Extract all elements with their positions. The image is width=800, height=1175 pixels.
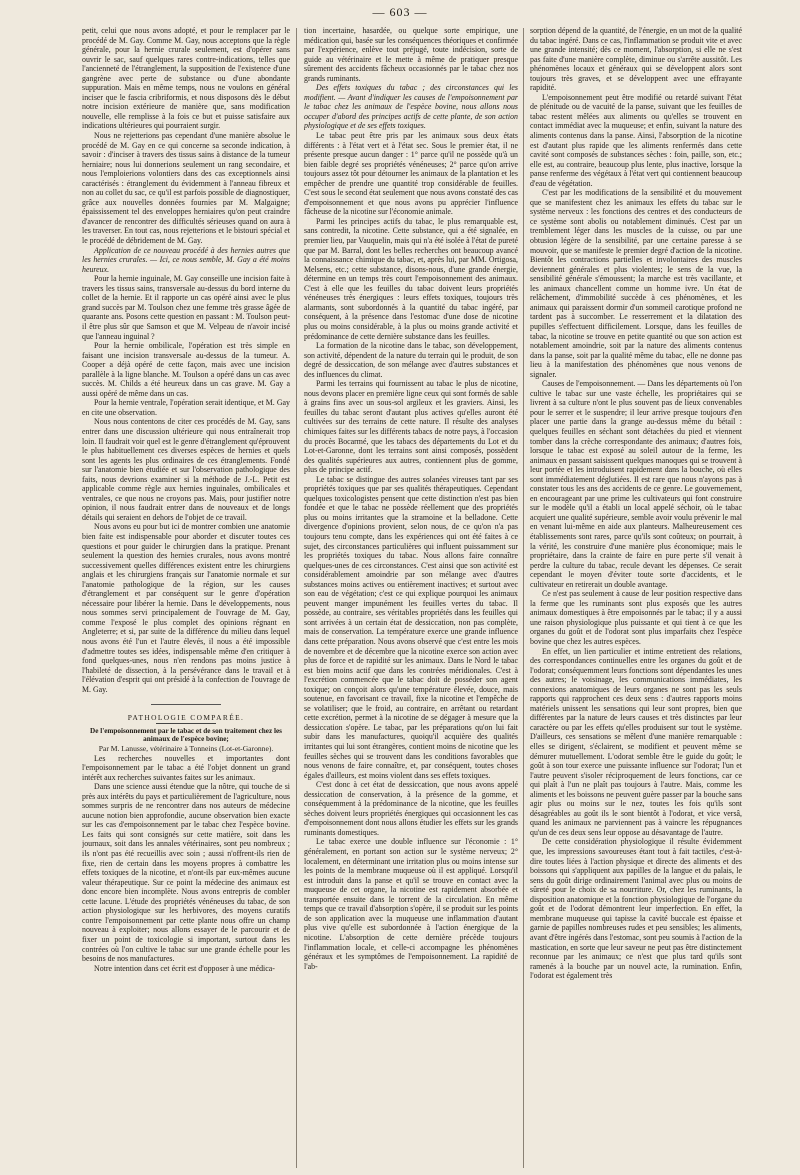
paragraph: Pour la hernie ventrale, l'opération serait identique, et M. Gay en cite une observation. [82, 398, 290, 417]
column-left [82, 26, 290, 1166]
paragraph: En effet, un lien particulier et intime entretient des relations, des correspondances continuelles entre les organes du goût et de l'odorat; conséquemment leurs fonctions sont dépendantes les unes des autres; le voisinage, les communications immédiates, les connexions anatomiques de leurs organes ne sont pas les seuls rapports qui rapprochent ces deux sens : d'autres rapports moins matériels unissent les sensations qui leur sont propres, bien que différentes par la nature de leurs causes et très distinctes par leur caractère ou par les effets qu'elles produisent sur tout le système. D'ailleurs, ces sensations se mêlent d'une manière remarquable : elles se dirigent, s'éclairent, se modifient et peuvent même se démurer mutuellement. L'odorat semble être le guide du goût; le goût à son tour exerce une puissante influence sur l'odorat; l'un et l'autre peuvent s'isoler réciproquement de leurs fonctions, car ce qui plaît à l'un ne plaît pas toujours à l'autre. Mais, comme les aliments et les boissons ne peuvent guère passer par la bouche sans agir plus ou moins sur le nez, toutes les fois qu'ils sont désagréables au goût ils le sont bientôt à l'odorat, et vice versâ, quand les animaux ne parviennent pas à vaincre les répugnances qu'un de ces deux sens leur oppose au désavantage de l'autre. [530, 646, 742, 837]
paragraph-effects-heading: Des effets toxiques du tabac ; des circonstances qui les modifient. — Avant d'indiquer les causes de l'empoisonnement par le tabac chez les animaux de l'espèce bovine, nous allons nous occuper d'abord des principes actifs de cette plante, de son action physiologique et de ses effets toxiques. [304, 83, 518, 131]
column-right [530, 26, 742, 1166]
article-author: Par M. Lanusse, vétérinaire à Tonneins (Lot-et-Garonne). [98, 744, 274, 754]
section-title-rule [156, 723, 216, 724]
paragraph: Dans une science aussi étendue que la nôtre, qui touche de si près aux intérêts du pays et particulièrement de l'agriculture, nous sommes surpris de ne rencontrer dans nos auteurs de médecine aucune notion bien approfondie, aucune observation bien exacte sur les cas d'empoisonnement par le tabac chez l'espèce bovine. Les faits qui sont consignés sur cette matière, soit dans les journaux, soit dans les annales vétérinaires, sont peu nombreux ; ils n'ont pas été recueillis avec soin ; aussi n'offrent-ils rien de fixe, rien de certain dans les moyens propres à combattre les effets toxiques de la nicotine, et n'ont-ils par eux-mêmes aucune valeur thérapeutique. Sur ce point la médecine des animaux est donc encore bien incomplète. Nous avons entrepris de combler cette lacune. L'étude des propriétés vénéneuses du tabac, de son action physiologique sur les herbivores, des moyens curatifs contre l'empoisonnement par cette plante nous offre un champ nouveau à exploiter; nous allons essayer de le parcourir et de fixer un point de toxicologie si important, surtout dans les contrées où l'on cultive le tabac sur une grande échelle pour les besoins de nos manufactures. [82, 782, 290, 964]
paragraph: Le tabac exerce une double influence sur l'économie : 1° généralement, en portant son action sur le système nerveux; 2° localement, en déterminant une irritation plus ou moins intense sur les points de la membrane muqueuse où il est appliqué. Lorsqu'il est introduit dans la panse et qu'il se trouve en contact avec la muqueuse de cet organe, la nicotine est rapidement absorbée et transportée ensuite dans le torrent de la circulation. En même temps que ce travail d'absorption s'opère, il se produit sur les points de son application avec la muqueuse une inflammation d'autant plus vive qu'elle est subordonnée à l'action énergique de la nicotine. L'absorption de cette dernière précède toujours l'inflammation locale, et celle-ci accompagne les phénomènes généraux et les symptômes de l'empoisonnement. La rapidité de l'ab- [304, 837, 518, 971]
column-rule-right [523, 28, 524, 1168]
paragraph: C'est donc à cet état de dessiccation, que nous avons appelé dessiccation de conservation, à la présence de la gomme, et conséquemment à la prédominance de la nicotine, que les feuilles sèches doivent leurs propriétés énergiques qui occasionnent les cas d'empoisonnement dont nous allons étudier les effets sur les grands ruminants domestiques. [304, 780, 518, 837]
paragraph-application: Application de ce nouveau procédé à des hernies autres que les hernies crurales. — Ici, ce nous semble, M. Gay a été moins heureux. [82, 245, 290, 274]
section-title: PATHOLOGIE COMPARÉE. [127, 713, 245, 723]
paragraph: Nous avons eu pour but ici de montrer combien une anatomie bien faite est indispensable pour aborder et discuter toutes ces questions et pour guider le chirurgien dans la pratique. Prenant seulement la question des hernies crurales, nous avons montré successivement quelles différences existent entre les chirurgiens anglais et les chirurgiens français sur l'anatomie normale et sur l'anatomie pathologique de la région, sur les causes d'étranglement et par conséquent sur le genre d'opération nécessaire pour libérer la hernie. Dans le développements, nous nous sommes servi principalement de l'ouvrage de M. Gay, comme l'exposé le plus complet des opinions régnant en Angleterre; et si, par suite de la différence du milieu dans lequel nous avons été l'un et l'autre élevés, il nous a été impossible d'admettre toutes ses idées, indispensable même d'en critiquer à fond quelques-unes, nous n'en rendons pas moins justice à l'habileté de dissection, à la persévérance dans le travail et à l'élévation d'esprit qui ont présidé à la confection de l'ouvrage de M. Gay. [82, 522, 290, 694]
page-number: — 603 — [372, 5, 428, 19]
paragraph: tion incertaine, hasardée, ou quelque sorte empirique, une médication qui, basée sur les conséquences théoriques et confirmée par l'expérience, enlève tout préjugé, toute indécision, sorte de guide au vétérinaire et le mette à même de pratiquer presque sûrement des accidents fâcheux occasionnés par le tabac chez nos grands ruminants. [304, 26, 518, 83]
paragraph: sorption dépend de la quantité, de l'énergie, en un mot de la qualité du tabac ingéré. Dans ce cas, l'inflammation se produit vite et avec une grande intensité; dès ce moment, l'absorption, si elle ne s'est pas faite d'une manière complète, diminue ou s'arrête aussitôt. Les phénomènes locaux et généraux qui se développent alors sont toujours très graves, et se développent avec une effrayante rapidité. [530, 26, 742, 93]
column-rule-left [296, 28, 297, 1168]
paragraph: Ce n'est pas seulement à cause de leur position respective dans la ferme que les ruminants sont plus exposés que les autres animaux domestiques à être empoisonnés par le tabac; il y a aussi une raison physiologique plus puissante et qui tient à ce que les organes du goût et de l'odorat sont plus imparfaits chez l'espèce bovine que chez les autres espèces. [530, 589, 742, 646]
paragraph: Pour la hernie ombilicale, l'opération est très simple en faisant une incision transversale au-dessus de la tumeur. A. Cooper a déjà opéré de cette façon, mais avec une incision parallèle à la ligne blanche. M. Toulson a opéré dans un cas avec succès. M. Childs a été heureux dans un cas grave. M. Gay a aussi opéré de même dans un cas. [82, 341, 290, 398]
paragraph: Les recherches nouvelles et importantes dont l'empoisonnement par le tabac a été l'objet donnent un grand intérêt aux recherches suivantes faites sur les animaux. [82, 753, 290, 782]
paragraph: petit, celui que nous avons adopté, et pour le remplacer par le procédé de M. Gay. Comme M. Gay, nous acceptons que la règle générale, pour la hernie crurale seulement, est d'opérer sans ouvrir le sac, sauf quelques rares contre-indications, telles que l'ancienneté de l'étranglement, la supposition de l'existence d'une gangrène avec perte de substance ou d'une abondante suppuration. Mais en même temps, nous ne voulons en général inciser que le fascia cribriformis, et nous disposons dès le début notre incision extérieure de manière que, sans modification nouvelle, elle remplisse à la fois ce but et puisse satisfaire aux indications ultérieures qui pourraient surgir. [82, 26, 290, 131]
article-title: De l'empoisonnement par le tabac et de son traitement chez les animaux de l'espèce bovine; [90, 726, 282, 744]
paragraph: Pour la hernie inguinale, M. Gay conseille une incision faite à travers les tissus sains, transversale au-dessus du bord interne du collet de la hernie. Et il rapporte un cas opéré ainsi avec le plus grand succès par M. Toulson chez une femme très grasse âgée de quarante ans. Posons cette question en passant : M. Toulson peut-il être plus sûr que Samson et que M. Velpeau de n'avoir incisé que l'anneau inguinal ? [82, 274, 290, 341]
paragraph: De cette considération physiologique il résulte évidemment que, les impressions savoureuses étant tout à fait tactiles, c'est-à-dire toutes liées à l'action physique et directe des aliments et des boissons qui s'appliquent aux papilles de la langue et du palais, le sens du goût dirige ordinairement l'animal avec plus ou moins de sûreté pour le choix de sa nourriture. Or, chez les ruminants, la disposition anatomique et la fonction physiologique de l'organe du goût et de l'odorat démontrent leur imperfection. En effet, la membrane muqueuse qui tapisse la cavité buccale est épaisse et garnie de papilles nombreuses rudes et peu sensibles; les aliments, avant d'être ingérés dans l'estomac, sont peu soumis à l'action de la mastication, en sorte que leur saveur ne peut pas être distinctement reconnue par les animaux; ce n'est que plus tard qu'ils sont ramenés à la bouche par un nouvel acte, la rumination. Enfin, l'odorat est également très [530, 837, 742, 981]
paragraph: Nous ne rejetterions pas cependant d'une manière absolue le procédé de M. Gay en ce qui concerne sa seconde indication, à savoir : d'inciser à travers des tissus sains à distance de la tumeur herniaire; nous lui donnerions seulement un rang secondaire, et nous l'emploierions volontiers dans des cas exceptionnels ainsi caractérisés : étranglement du évidemment à l'anneau fibreux et non au collet du sac, ce qu'il est parfois possible de diagnostiquer, grâce aux nouvelles données fournies par M. Malgaigne; épaississement tel des enveloppes herniaires qu'on peut craindre d'avancer de rencontrer des difficultés sérieuses quand on aura à les traverser. En tout cas, nous rejetterions et le bistouri spécial et le procédé de débridement de M. Gay. [82, 131, 290, 246]
paragraph: Parmi les principes actifs du tabac, le plus remarquable est, sans contredit, la nicotine. Cette substance, qui a été signalée, en premier lieu, par Vauquelin, mais qui n'a été isolée à l'état de pureté que par M. Barral, dont les belles recherches ont beaucoup avancé la connaissance chimique du tabac, et, après lui, par MM. Ortigosa, Melsens, etc.; cette substance, disons-nous, d'une grande énergie, détermine en un temps très court l'empoisonnement des animaux. C'est à elle que les feuilles du tabac doivent leurs propriétés vénéneuses très énergiques : leurs effets toxiques, toujours très alarmants, sont subordonnés à la quantité du tabac ingéré, par conséquent, à la présence dans l'estomac d'une dose de nicotine plus ou moins considérable, à la plus ou moins grande activité et prédominance de cette dernière substance dans les feuilles. [304, 216, 518, 341]
paragraph: Le tabac se distingue des autres solanées vireuses tant par ses propriétés toxiques que par ses qualités thérapeutiques. Cependant quelques toxicologistes pensent que cette distinction n'est pas bien fondée et que le tabac ne possède réellement que des propriétés plus ou moins irritantes que la stramoine et la belladone. Cette divergence d'opinions provient, selon nous, de ce qu'on n'a pas toujours tenu compte, dans les expériences qui ont été faites à ce sujet, des circonstances particulières qui influent puissamment sur les propriétés toxiques du tabac. Nous allons faire connaître quelques-unes de ces circonstances. C'est ainsi que son activité est considérablement amoindrie par son mélange avec d'autres substances moins actives ou entièrement inactives; et surtout avec son eau de végétation; c'est ce qui explique pourquoi les animaux peuvent manger impunément les feuilles vertes du tabac. Il possède, au contraire, ses véritables propriétés dans les feuilles qui sont arrivées à un certain état de dessiccation, non pas complète, mais de conservation. La température exerce une grande influence dans cette préparation. Nous avons observé que c'est entre les mois de novembre et de décembre que la nicotine exerce son action avec plus de force et de rapidité sur les animaux. Dans le Nord le tabac est bien moins actif que dans les contrées méridionales. C'est à l'excrétion commencée que le tabac doit de posséder son agent toxique; on conçoit alors qu'une température élevée, douce, mais soutenue, en favorisant ce travail, fixe la nicotine et l'empêche de se volatiliser; que le froid, au contraire, en arrêtant ou retardant cette excrétion, permet à la nicotine de se dégager à mesure que la dessiccation s'opère. Le tabac, par les préparations qu'on lui fait subir dans les manufactures, quoiqu'il acquière des qualités irritantes qui lui sont étrangères, contient moins de nicotine que les feuilles sèches qui se trouvent dans les conditions favorables que nous venons de faire connaître, et, par conséquent, toutes choses égales d'ailleurs, est moins violent dans ses effets toxiques. [304, 474, 518, 780]
paragraph-causes: Causes de l'empoisonnement. — Dans les départements où l'on cultive le tabac sur une vaste échelle, les propriétaires qui se livrent à sa culture n'ont le plus souvent pas de lieux convenables pour le serrer et le suspendre; il leur arrive presque toujours d'en placer une partie dans la grange au-dessus même du bétail : quelques feuilles en séchant sont détachées du pied et viennent tomber dans la crèche correspondante des animaux; d'autres fois, lorsque le tabac est exposé au soleil autour de la ferme, les animaux en passant saisissent quelques manoques qui se trouvent à leur portée et les introduisent rapidement dans la bouche, où elles sont immédiatement déglutiées. Il est rare que nous n'ayons pas à constater tous les ans des accidents de ce genre. Le gouvernement, en encourageant par une prime les cultivateurs qui font construire sur le modèle qu'il a établi un local appelé séchoir, où le tabac acquiert une qualité supérieure, semble avoir voulu prévenir le mal en venant lui-même en aide aux planteurs. Malheureusement ces établissements sont rares, parce qu'ils sont coûteux; on pourrait, à la vérité, les construire d'une manière plus économique; mais le propriétaire, dans la crainte de faire en pure perte s'il venait à perdre la culture du tabac, recule devant les dépenses. Ce serait cependant le moyen d'éviter toute sorte d'accidents, et le cultivateur en retirerait un double avantage. [530, 379, 742, 589]
paragraph: Le tabac peut être pris par les animaux sous deux états différents : à l'état vert et à l'état sec. Sous le premier état, il ne présente presque aucun danger : 1° parce qu'il ne possède qu'à un bien faible degré ses propriétés vénéneuses; 2° parce qu'on arrive toujours assez tôt pour détourner les animaux de la plantation et les empêcher de prendre une quantité trop considérable de feuilles. C'est sous le second état seulement que nous avons constaté des cas d'empoisonnement et que nous avons pu apprécier l'influence fâcheuse de la nicotine sur l'économie animale. [304, 131, 518, 217]
column-middle [304, 26, 518, 1166]
paragraph: C'est par les modifications de la sensibilité et du mouvement que se manifestent chez les animaux les effets du tabac sur le système nerveux : les fonctions des centres et des conducteurs de ce système sont abolis ou notablement diminués. C'est par un tremblement léger dans les muscles de la cuisse, ou par une obtusion légère de la sensibilité, par une certaine paresse à se mouvoir, que se manifeste le premier degré d'action de la nicotine. Bientôt les contractions partielles et involontaires des muscles deviennent générales et plus violentes; le sens de la vue, la sensibilité générale s'émoussent; la marche est très vacillante, et les animaux chancellent comme un homme ivre. Un état de relâchement, d'immobilité succède à ces phénomènes, et les animaux qui paraissent dormir d'un sommeil carotique profond ne tardent pas à succomber. Le resserrement et la dilatation des pupilles s'effectuent difficilement. Lorsque, dans les feuilles de tabac, la nicotine se trouve en petite quantité ou que son action est notablement amoindrie, soit par la nature des aliments contenus dans la panse, soit par la qualité même du tabac, elle ne donne pas lieu à la manifestation des phénomènes que nous venons de signaler. [530, 188, 742, 379]
paragraph: La formation de la nicotine dans le tabac, son développement, son activité, dépendent de la nature du terrain qui le produit, de son degré de dessiccation, de son mélange avec d'autres substances et des influences du climat. [304, 341, 518, 379]
paragraph: Parmi les terrains qui fournissent au tabac le plus de nicotine, nous devons placer en première ligne ceux qui sont formés de sable à grains fins avec un sous-sol argileux et les graviers. Ainsi, les feuilles du tabac seront d'autant plus actives qu'elles auront été cultivées sur des terrains de cette nature. Il résulte des analyses chimiques faites sur les différents tabacs de notre pays, à l'occasion du procès Bocarmé, que les tabacs des départements du Lot et du Lot-et-Garonne, dont les terrains sont ainsi composés, possèdent des qualités supérieures aux autres, contiennent plus de gomme, plus de principe actif. [304, 379, 518, 475]
paragraph: Nous nous contentons de citer ces procédés de M. Gay, sans entrer dans une discussion ultérieure qui nous entraînerait trop loin. Il faudrait voir quel est le genre d'étranglement qu'éprouvent le plus habituellement ces diverses espèces de hernies et quels sont les agents les plus ordinaires de ces étranglements. Fondé sur l'anatomie bien étudiée et sur l'observation pathologique des faits, nous devrions examiner si la méthode de J.-L. Petit est applicable comme règle aux hernies inguinales, ombilicales et ventrales, ce que nous ne croyons pas. Mais, pour justifier notre opinion, il nous faudrait entrer dans de nouveaux et de longs détails qui seraient en dehors de l'objet de ce travail. [82, 417, 290, 522]
paragraph: Notre intention dans cet écrit est d'opposer à une médica- [94, 963, 275, 973]
section-divider [151, 704, 221, 705]
paragraph: L'empoisonnement peut être modifié ou retardé suivant l'état de plénitude ou de vacuité de la panse, suivant que les feuilles de tabac restent mêlées aux aliments ou qu'elles se trouvent en contact immédiat avec la muqueuse; et enfin, suivant la nature des aliments contenus dans la panse. Ainsi, l'absorption de la nicotine est d'autant plus rapide que les aliments renfermés dans cette cavité sont composés de substances sèches : foin, paille, son, etc.; elle est, au contraire, beaucoup plus lente, plus inactive, lorsque la panse renferme des végétaux à l'état vert qui contiennent beaucoup d'eau de végétation. [530, 92, 742, 188]
